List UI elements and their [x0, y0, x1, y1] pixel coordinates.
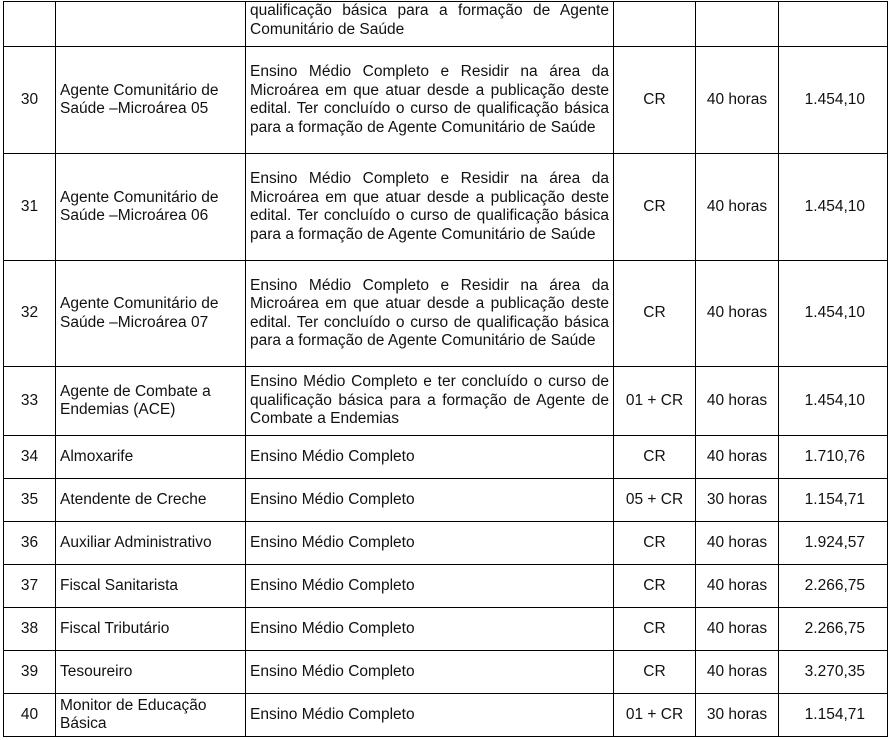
- weekly-hours: 40 horas: [696, 522, 779, 565]
- vacancies: CR: [614, 651, 696, 694]
- weekly-hours: 40 horas: [696, 367, 779, 436]
- role-name: Auxiliar Administrativo: [56, 522, 246, 565]
- row-number: 40: [4, 694, 56, 737]
- salary: 1.924,57: [779, 522, 888, 565]
- vacancies: CR: [614, 608, 696, 651]
- role-name: Monitor de Educação Básica: [56, 694, 246, 737]
- requirements: Ensino Médio Completo: [246, 479, 614, 522]
- table-row: [4, 608, 888, 651]
- positions-table: [3, 1, 888, 737]
- vacancies: 01 + CR: [614, 367, 696, 436]
- requirements: Ensino Médio Completo: [246, 608, 614, 651]
- requirements: qualificação básica para a formação de Agente Comunitário de Saúde: [246, 2, 614, 47]
- requirements: Ensino Médio Completo: [246, 436, 614, 479]
- row-number: 35: [4, 479, 56, 522]
- table-row: [4, 565, 888, 608]
- vacancies: CR: [614, 154, 696, 261]
- role-name: Atendente de Creche: [56, 479, 246, 522]
- vacancies: CR: [614, 261, 696, 367]
- weekly-hours: 30 horas: [696, 694, 779, 737]
- table-row: [4, 154, 888, 261]
- salary: 2.266,75: [779, 608, 888, 651]
- role-name: Agente Comunitário de Saúde –Microárea 06: [56, 154, 246, 261]
- role-name: Almoxarife: [56, 436, 246, 479]
- salary: 1.154,71: [779, 694, 888, 737]
- table-row: [4, 522, 888, 565]
- requirements: Ensino Médio Completo e ter concluído o curso de qualificação básica para a formação de Agente de Combate a Endemias: [246, 367, 614, 436]
- table-row: [4, 651, 888, 694]
- salary: 3.270,35: [779, 651, 888, 694]
- vacancies: 01 + CR: [614, 694, 696, 737]
- vacancies: CR: [614, 47, 696, 154]
- table-row: [4, 367, 888, 436]
- table-row: [4, 261, 888, 367]
- role-name: Fiscal Tributário: [56, 608, 246, 651]
- table-row: [4, 436, 888, 479]
- row-number: 37: [4, 565, 56, 608]
- weekly-hours: [696, 2, 779, 47]
- vacancies: CR: [614, 522, 696, 565]
- vacancies: [614, 2, 696, 47]
- vacancies: CR: [614, 565, 696, 608]
- requirements: Ensino Médio Completo e Residir na área da Microárea em que atuar desde a publicação deste edital. Ter concluído o curso de qualificação básica para a formação de Agente Comunitário de Saúde: [246, 154, 614, 261]
- row-number: 39: [4, 651, 56, 694]
- row-number: 34: [4, 436, 56, 479]
- row-number: 30: [4, 47, 56, 154]
- weekly-hours: 40 horas: [696, 154, 779, 261]
- row-number: 38: [4, 608, 56, 651]
- salary: 1.454,10: [779, 261, 888, 367]
- salary: 1.454,10: [779, 154, 888, 261]
- salary: 2.266,75: [779, 565, 888, 608]
- row-number: 31: [4, 154, 56, 261]
- role-name: Fiscal Sanitarista: [56, 565, 246, 608]
- salary: 1.454,10: [779, 47, 888, 154]
- vacancies: CR: [614, 436, 696, 479]
- vacancies: 05 + CR: [614, 479, 696, 522]
- requirements: Ensino Médio Completo: [246, 694, 614, 737]
- requirements: Ensino Médio Completo e Residir na área da Microárea em que atuar desde a publicação deste edital. Ter concluído o curso de qualificação básica para a formação de Agente Comunitário de Saúde: [246, 261, 614, 367]
- salary: 1.454,10: [779, 367, 888, 436]
- weekly-hours: 40 horas: [696, 47, 779, 154]
- salary: 1.154,71: [779, 479, 888, 522]
- weekly-hours: 40 horas: [696, 261, 779, 367]
- salary: 1.710,76: [779, 436, 888, 479]
- weekly-hours: 30 horas: [696, 479, 779, 522]
- requirements: Ensino Médio Completo: [246, 522, 614, 565]
- row-number: 36: [4, 522, 56, 565]
- requirements: Ensino Médio Completo: [246, 565, 614, 608]
- role-name: Agente Comunitário de Saúde –Microárea 05: [56, 47, 246, 154]
- weekly-hours: 40 horas: [696, 651, 779, 694]
- requirements: Ensino Médio Completo: [246, 651, 614, 694]
- row-number: 33: [4, 367, 56, 436]
- row-number: [4, 2, 56, 47]
- weekly-hours: 40 horas: [696, 565, 779, 608]
- row-number: 32: [4, 261, 56, 367]
- table-row: [4, 479, 888, 522]
- table-row: [4, 2, 888, 47]
- role-name: [56, 2, 246, 47]
- role-name: Agente Comunitário de Saúde –Microárea 07: [56, 261, 246, 367]
- role-name: Agente de Combate a Endemias (ACE): [56, 367, 246, 436]
- table-row: [4, 47, 888, 154]
- role-name: Tesoureiro: [56, 651, 246, 694]
- table-row: [4, 694, 888, 737]
- weekly-hours: 40 horas: [696, 608, 779, 651]
- weekly-hours: 40 horas: [696, 436, 779, 479]
- requirements: Ensino Médio Completo e Residir na área da Microárea em que atuar desde a publicação deste edital. Ter concluído o curso de qualificação básica para a formação de Agente Comunitário de Saúde: [246, 47, 614, 154]
- salary: [779, 2, 888, 47]
